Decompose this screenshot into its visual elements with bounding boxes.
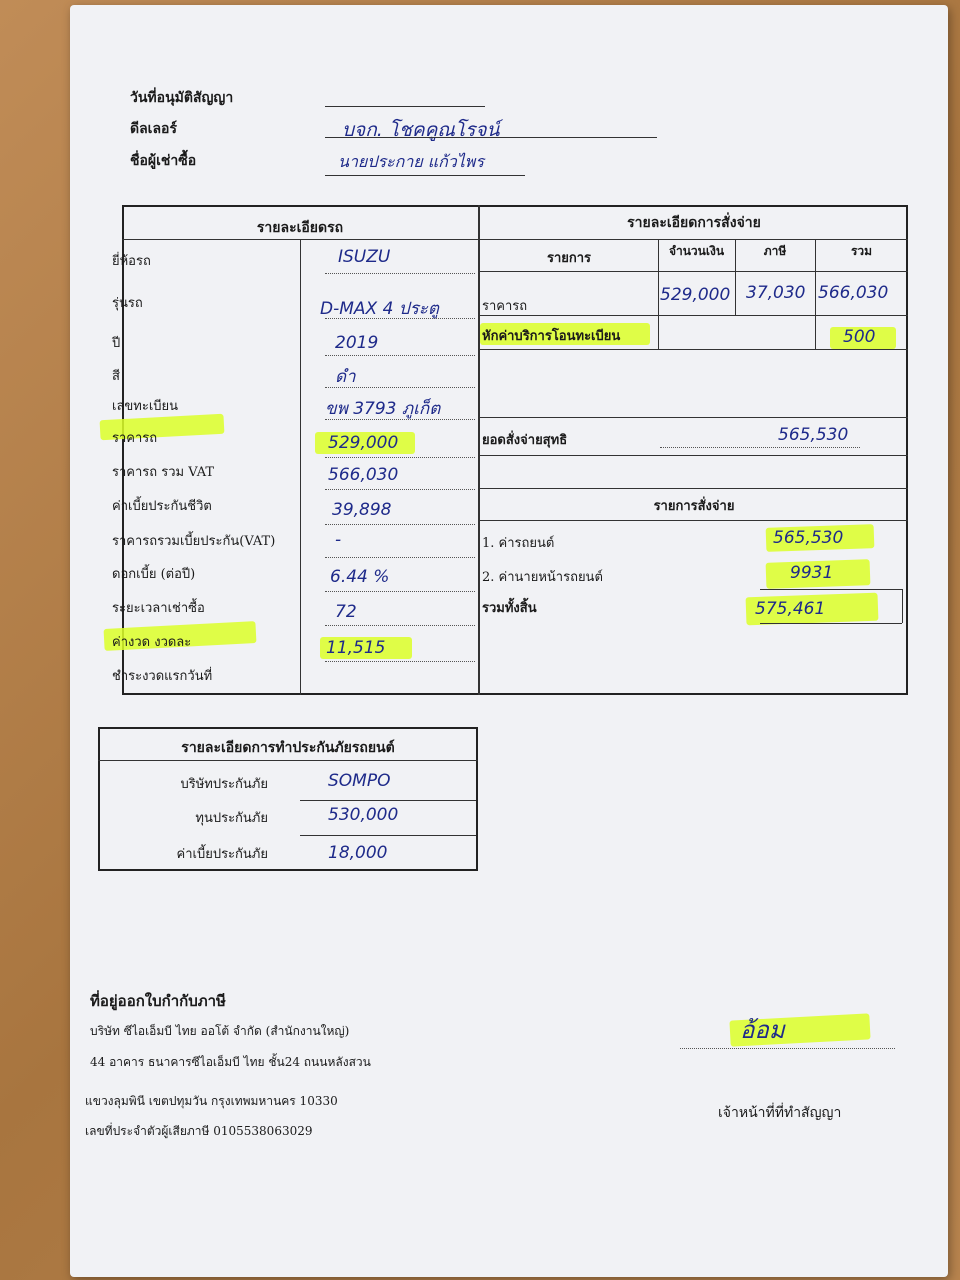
order1-label: 1. ค่ารถยนต์ xyxy=(482,536,555,551)
car-year-value: 2019 xyxy=(335,333,379,353)
car-color-label: สี xyxy=(112,369,120,384)
interest-label: ดอกเบี้ย (ต่อปี) xyxy=(112,567,196,582)
car-brand-label: ยี่ห้อรถ xyxy=(112,254,151,269)
price-with-insurance-value: - xyxy=(335,530,342,550)
dotted-line xyxy=(325,524,475,525)
payment-row-line xyxy=(480,315,908,316)
total-box-bottom xyxy=(760,623,902,624)
payment-row2-total: 500 xyxy=(843,327,876,347)
first-payment-label: ชำระงวดแรกวันที่ xyxy=(112,669,213,684)
dotted-line xyxy=(325,591,475,592)
dealer-value: บจก. โชคคูณโรจน์ xyxy=(342,119,500,141)
price-with-insurance-label: ราคารถรวมเบี้ยประกัน(VAT) xyxy=(112,534,276,549)
payment-row-line xyxy=(480,349,908,350)
total-box-right xyxy=(902,589,903,623)
insurance-premium-label: ค่าเบี้ยประกันภัย xyxy=(176,847,268,862)
lessee-underline xyxy=(325,175,525,176)
life-insurance-value: 39,898 xyxy=(332,500,392,520)
payment-row-line xyxy=(480,488,908,489)
insurance-company-value: SOMPO xyxy=(328,771,391,791)
car-color-value: ดำ xyxy=(335,367,356,387)
lease-term-label: ระยะเวลาเช่าซื้อ xyxy=(112,601,205,616)
insurance-row-line xyxy=(300,800,476,801)
col-tax-header: ภาษี xyxy=(763,244,787,258)
dotted-line xyxy=(325,625,475,626)
payment-row1-amount: 529,000 xyxy=(660,285,731,305)
officer-signature: อ้อม xyxy=(740,1016,785,1044)
insurance-header-line xyxy=(98,760,478,761)
col-amount-header: จำนวนเงิน xyxy=(668,244,725,258)
dotted-line xyxy=(325,489,475,490)
signature-line xyxy=(680,1048,895,1049)
table-split-line xyxy=(478,205,480,695)
contract-form-paper xyxy=(70,5,948,1277)
col-item-header: รายการ xyxy=(546,251,592,266)
payment-row1-label: ราคารถ xyxy=(482,299,528,314)
car-details-column-line xyxy=(300,240,301,695)
car-price-vat-label: ราคารถ รวม VAT xyxy=(112,465,215,480)
dotted-line xyxy=(325,457,475,458)
dotted-line xyxy=(660,447,860,448)
lessee-label: ชื่อผู้เช่าซื้อ xyxy=(130,153,197,169)
officer-label: เจ้าหน้าที่ที่ทำสัญญา xyxy=(718,1105,842,1121)
installment-label: ค่างวด งวดละ xyxy=(112,635,192,650)
payment-row1-tax: 37,030 xyxy=(746,283,806,303)
dotted-line xyxy=(325,419,475,420)
payment-details-title: รายละเอียดการสั่งจ่าย xyxy=(627,215,761,231)
payment-row1-total: 566,030 xyxy=(818,283,889,303)
dealer-underline xyxy=(325,137,657,138)
tax-address-title: ที่อยู่ออกใบกำกับภาษี xyxy=(90,992,226,1010)
order1-value: 565,530 xyxy=(773,528,844,548)
dotted-line xyxy=(325,387,475,388)
payment-header-line xyxy=(480,271,908,272)
insurance-premium-value: 18,000 xyxy=(328,843,388,863)
table-header-line xyxy=(122,239,908,240)
dotted-line xyxy=(325,318,475,319)
installment-value: 11,515 xyxy=(326,638,386,658)
payment-row-line xyxy=(480,455,908,456)
insurance-row-line xyxy=(300,835,476,836)
footer-company: บริษัท ซีไอเอ็มบี ไทย ออโต้ จำกัด (สำนักงานใหญ่) xyxy=(90,1024,350,1038)
car-year-label: ปี xyxy=(112,336,121,351)
car-plate-label: เลขทะเบียน xyxy=(112,399,179,414)
footer-address1: 44 อาคาร ธนาคารซีไอเอ็มบี ไทย ชั้น24 ถนนหลังสวน xyxy=(90,1055,371,1069)
insurance-title: รายละเอียดการทำประกันภัยรถยนต์ xyxy=(181,740,395,756)
payment-row-line xyxy=(480,417,908,418)
lessee-value: นายประกาย แก้วไพร xyxy=(338,152,484,171)
approval-date-label: วันที่อนุมัติสัญญา xyxy=(130,90,234,106)
dealer-label: ดีลเลอร์ xyxy=(130,121,177,137)
total-label: รวมทั้งสิ้น xyxy=(482,601,537,616)
insurance-company-label: บริษัทประกันภัย xyxy=(180,777,268,792)
car-model-label: รุ่นรถ xyxy=(112,296,143,311)
dotted-line xyxy=(325,355,475,356)
insurance-sum-value: 530,000 xyxy=(328,805,399,825)
order2-value: 9931 xyxy=(790,563,834,583)
total-box-top xyxy=(760,589,902,590)
car-details-title: รายละเอียดรถ xyxy=(256,220,344,236)
dotted-line xyxy=(325,273,475,274)
car-price-value: 529,000 xyxy=(328,433,399,453)
col-total-header: รวม xyxy=(850,244,873,258)
lease-term-value: 72 xyxy=(335,602,357,622)
payment-row-line xyxy=(480,520,908,521)
net-payment-label: ยอดสั่งจ่ายสุทธิ xyxy=(482,433,568,448)
dotted-line xyxy=(325,557,475,558)
car-price-label: ราคารถ xyxy=(112,431,158,446)
interest-value: 6.44 % xyxy=(330,567,390,587)
header-top-line xyxy=(325,106,485,107)
order2-label: 2. ค่านายหน้ารถยนต์ xyxy=(482,570,603,585)
life-insurance-label: ค่าเบี้ยประกันชีวิต xyxy=(112,499,212,514)
net-payment-value: 565,530 xyxy=(778,425,849,445)
payment-row2-label: หักค่าบริการโอนทะเบียน xyxy=(482,329,621,344)
dotted-line xyxy=(325,661,475,662)
payment-orders-title: รายการสั่งจ่าย xyxy=(653,499,735,514)
car-brand-value: ISUZU xyxy=(338,247,391,267)
car-plate-value: ขพ 3793 ภูเก็ต xyxy=(325,399,441,419)
total-value: 575,461 xyxy=(755,599,826,619)
car-price-vat-value: 566,030 xyxy=(328,465,399,485)
insurance-sum-label: ทุนประกันภัย xyxy=(195,811,268,826)
car-model-value: D-MAX 4 ประตู xyxy=(320,299,439,319)
footer-taxid: เลขที่ประจำตัวผู้เสียภาษี 0105538063029 xyxy=(85,1124,313,1138)
footer-address2: แขวงลุมพินี เขตปทุมวัน กรุงเทพมหานคร 10330 xyxy=(85,1094,338,1108)
